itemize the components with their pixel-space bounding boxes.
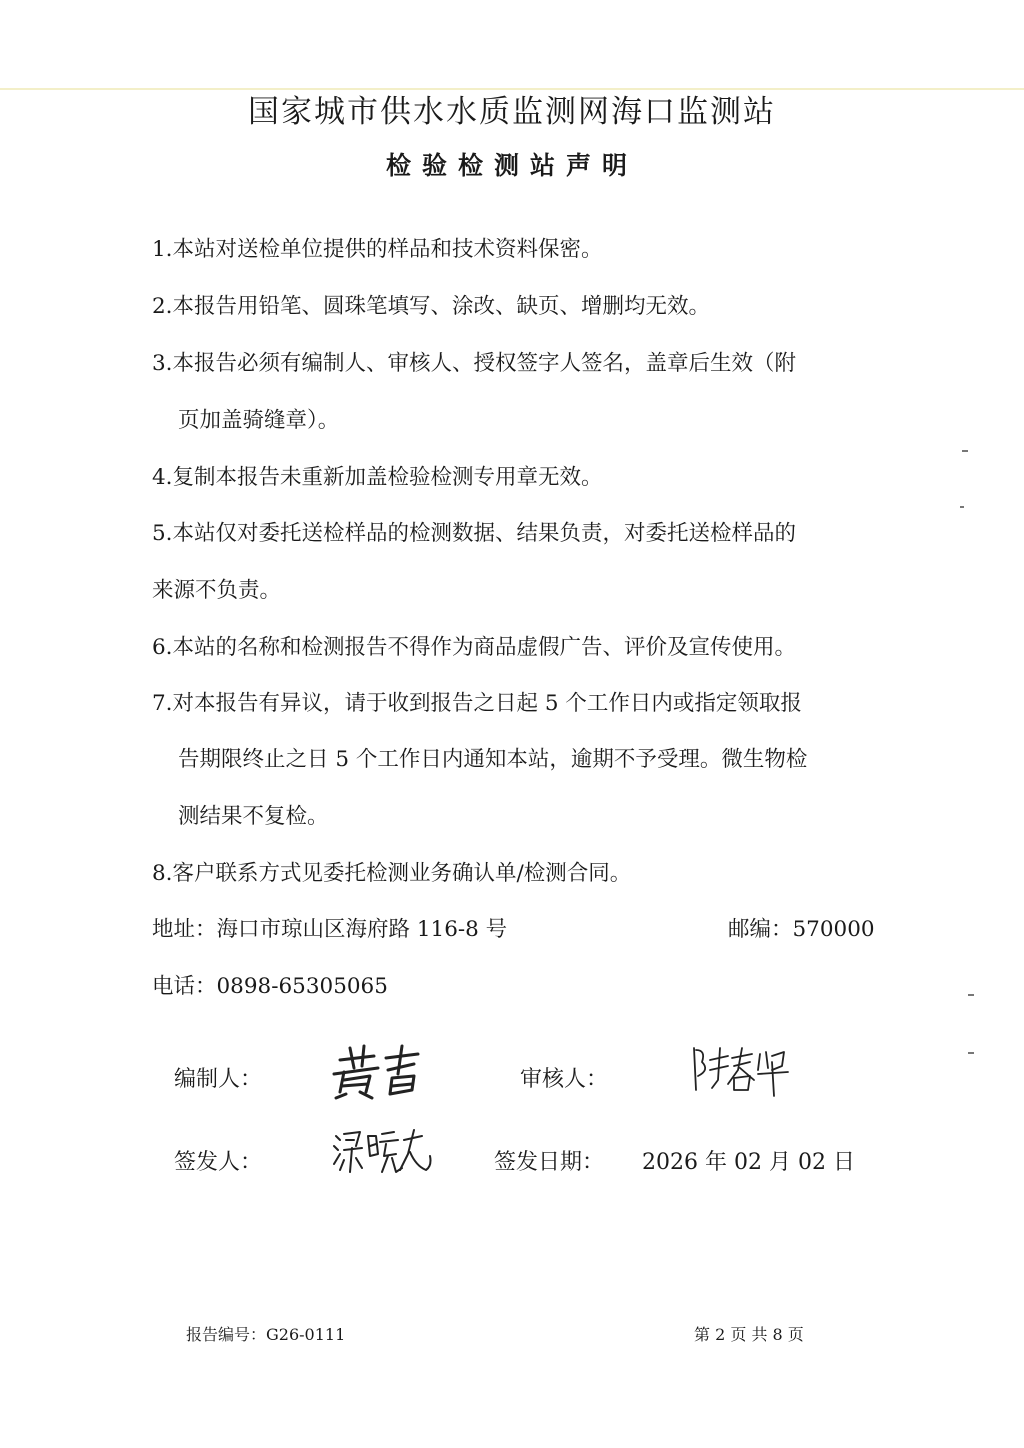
address: 地址：海口市琼山区海府路 116-8 号 [152,917,508,942]
edge-mark [968,1052,974,1054]
page-subtitle: 检验检测站声明 [385,151,638,180]
statement-3-cont: 页加盖骑缝章）。 [178,408,340,433]
reviewer-signature [688,1040,792,1100]
statement-6: 6.本站的名称和检测报告不得作为商品虚假广告、评价及宣传使用。 [152,635,797,660]
compiler-label: 编制人： [174,1067,263,1092]
reviewer-label: 审核人： [520,1067,609,1092]
statement-5: 5.本站仅对委托送检样品的检测数据、结果负责，对委托送检样品的 [152,521,797,546]
statement-4: 4.复制本报告未重新加盖检验检测专用章无效。 [152,465,603,490]
issuer-signature [330,1126,434,1182]
phone: 电话：0898-65305065 [152,974,388,999]
statement-2: 2.本报告用铅笔、圆珠笔填写、涂改、缺页、增删均无效。 [152,294,711,319]
postcode: 邮编：570000 [728,917,875,942]
edge-mark [960,506,964,508]
statement-8: 8.客户联系方式见委托检测业务确认单/检测合同。 [152,861,632,886]
compiler-signature [326,1040,426,1100]
statement-7-cont-2: 测结果不复检。 [178,804,329,829]
page-title: 国家城市供水水质监测网海口监测站 [248,94,776,130]
statement-1: 1.本站对送检单位提供的样品和技术资料保密。 [152,237,603,262]
edge-mark [968,994,974,996]
statement-5-cont: 来源不负责。 [152,578,282,603]
issue-date-label: 签发日期： [494,1150,605,1175]
edge-mark [962,450,968,452]
statement-7: 7.对本报告有异议，请于收到报告之日起 5 个工作日内或指定领取报 [152,691,802,716]
page-info: 第 2 页 共 8 页 [694,1325,804,1344]
statement-7-cont-1: 告期限终止之日 5 个工作日内通知本站，逾期不予受理。微生物检 [178,747,808,772]
statement-3: 3.本报告必须有编制人、审核人、授权签字人签名，盖章后生效（附 [152,351,797,376]
issue-date: 2026 年 02 月 02 日 [642,1150,855,1175]
report-number: 报告编号：G26-0111 [186,1325,346,1344]
issuer-label: 签发人： [174,1150,263,1175]
